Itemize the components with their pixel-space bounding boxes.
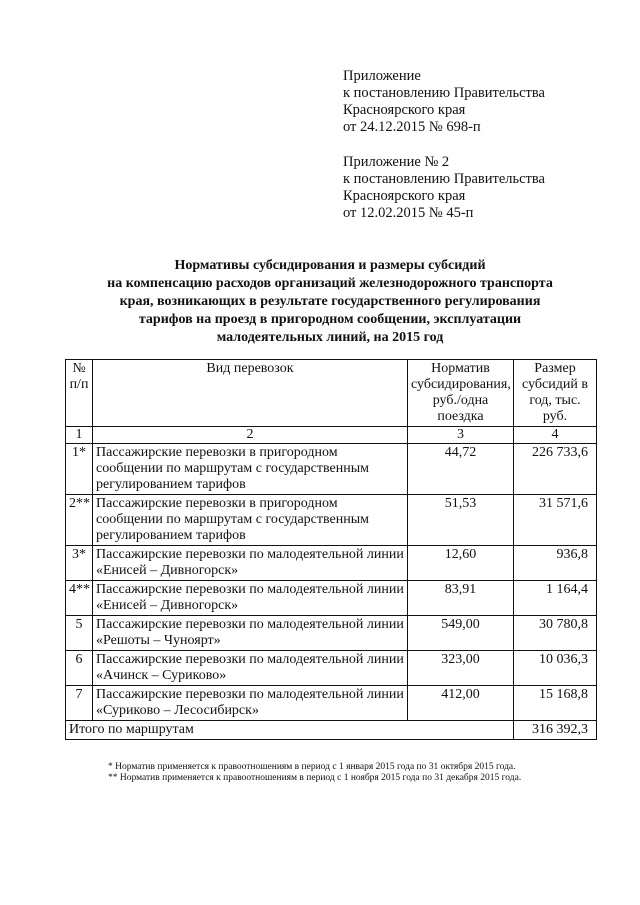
col-number-2: 2: [93, 427, 408, 444]
row-norm: 51,53: [408, 495, 514, 546]
row-size: 226 733,6: [514, 444, 597, 495]
subsidy-table: [65, 359, 597, 740]
row-size: 1 164,4: [514, 581, 597, 616]
footnotes: [108, 762, 521, 784]
row-size: 15 168,8: [514, 686, 597, 721]
appendix-1-line-2: к постановлению Правительства: [343, 85, 545, 101]
row-num: 1*: [66, 444, 93, 495]
row-num: 4**: [66, 581, 93, 616]
row-norm: 549,00: [408, 616, 514, 651]
appendix-2-line-1: Приложение № 2: [343, 154, 450, 170]
row-norm: 412,00: [408, 686, 514, 721]
row-num: 7: [66, 686, 93, 721]
title-line-2: на компенсацию расходов организаций железнодорожного транспорта: [107, 276, 553, 291]
title-line-1: Нормативы субсидирования и размеры субсидий: [174, 258, 486, 273]
total-value: 316 392,3: [514, 721, 597, 740]
row-type: Пассажирские перевозки по малодеятельной линии «Енисей – Дивногорск»: [93, 546, 408, 581]
table-row: [66, 444, 597, 495]
table-row: [66, 495, 597, 546]
row-size: 10 036,3: [514, 651, 597, 686]
table-row: [66, 651, 597, 686]
row-type: Пассажирские перевозки по малодеятельной линии «Енисей – Дивногорск»: [93, 581, 408, 616]
col-number-3: 3: [408, 427, 514, 444]
row-num: 2**: [66, 495, 93, 546]
col-number-4: 4: [514, 427, 597, 444]
header-type: Вид перевозок: [93, 360, 408, 427]
col-number-1: 1: [66, 427, 93, 444]
row-size: 30 780,8: [514, 616, 597, 651]
title-line-4: тарифов на проезд в пригородном сообщении, эксплуатации: [138, 312, 522, 327]
row-type: Пассажирские перевозки по малодеятельной линии «Ачинск – Суриково»: [93, 651, 408, 686]
row-type: Пассажирские перевозки в пригородном сообщении по маршрутам с государственным регулированием тарифов: [93, 444, 408, 495]
appendix-1-line-4: от 24.12.2015 № 698-п: [343, 119, 481, 135]
row-norm: 83,91: [408, 581, 514, 616]
row-type: Пассажирские перевозки по малодеятельной линии «Суриково – Лесосибирск»: [93, 686, 408, 721]
appendix-block-1: [343, 68, 545, 136]
row-norm: 12,60: [408, 546, 514, 581]
header-size: Размер субсидий в год, тыс. руб.: [514, 360, 597, 427]
row-size: 31 571,6: [514, 495, 597, 546]
table-header-row: [66, 360, 597, 427]
appendix-1-line-3: Красноярского края: [343, 102, 466, 118]
header-norm: Норматив субсидирования, руб./одна поездка: [408, 360, 514, 427]
total-row: [66, 721, 597, 740]
header-num: № п/п: [66, 360, 93, 427]
title-line-5: малодеятельных линий, на 2015 год: [216, 330, 444, 345]
row-num: 3*: [66, 546, 93, 581]
row-norm: 323,00: [408, 651, 514, 686]
row-num: 6: [66, 651, 93, 686]
total-label: Итого по маршрутам: [66, 721, 514, 740]
row-num: 5: [66, 616, 93, 651]
row-norm: 44,72: [408, 444, 514, 495]
document-title: [60, 257, 600, 347]
title-line-3: края, возникающих в результате государственного регулирования: [119, 294, 541, 309]
table-row: [66, 616, 597, 651]
appendix-2-line-3: Красноярского края: [343, 188, 466, 204]
table-row: [66, 581, 597, 616]
appendix-1-line-1: Приложение: [343, 68, 421, 84]
table-row: [66, 686, 597, 721]
footnote-2: ** Норматив применяется к правоотношениям в период с 1 ноября 2015 года по 31 декабря 2015 года.: [108, 773, 522, 783]
column-number-row: [66, 427, 597, 444]
appendix-block-2: [343, 154, 545, 222]
row-type: Пассажирские перевозки в пригородном сообщении по маршрутам с государственным регулированием тарифов: [93, 495, 408, 546]
footnote-1: * Норматив применяется к правоотношениям в период с 1 января 2015 года по 31 октября 2015 года.: [108, 762, 516, 772]
appendix-2-line-2: к постановлению Правительства: [343, 171, 545, 187]
table-row: [66, 546, 597, 581]
appendix-2-line-4: от 12.02.2015 № 45-п: [343, 205, 474, 221]
row-size: 936,8: [514, 546, 597, 581]
row-type: Пассажирские перевозки по малодеятельной линии «Решоты – Чуноярт»: [93, 616, 408, 651]
